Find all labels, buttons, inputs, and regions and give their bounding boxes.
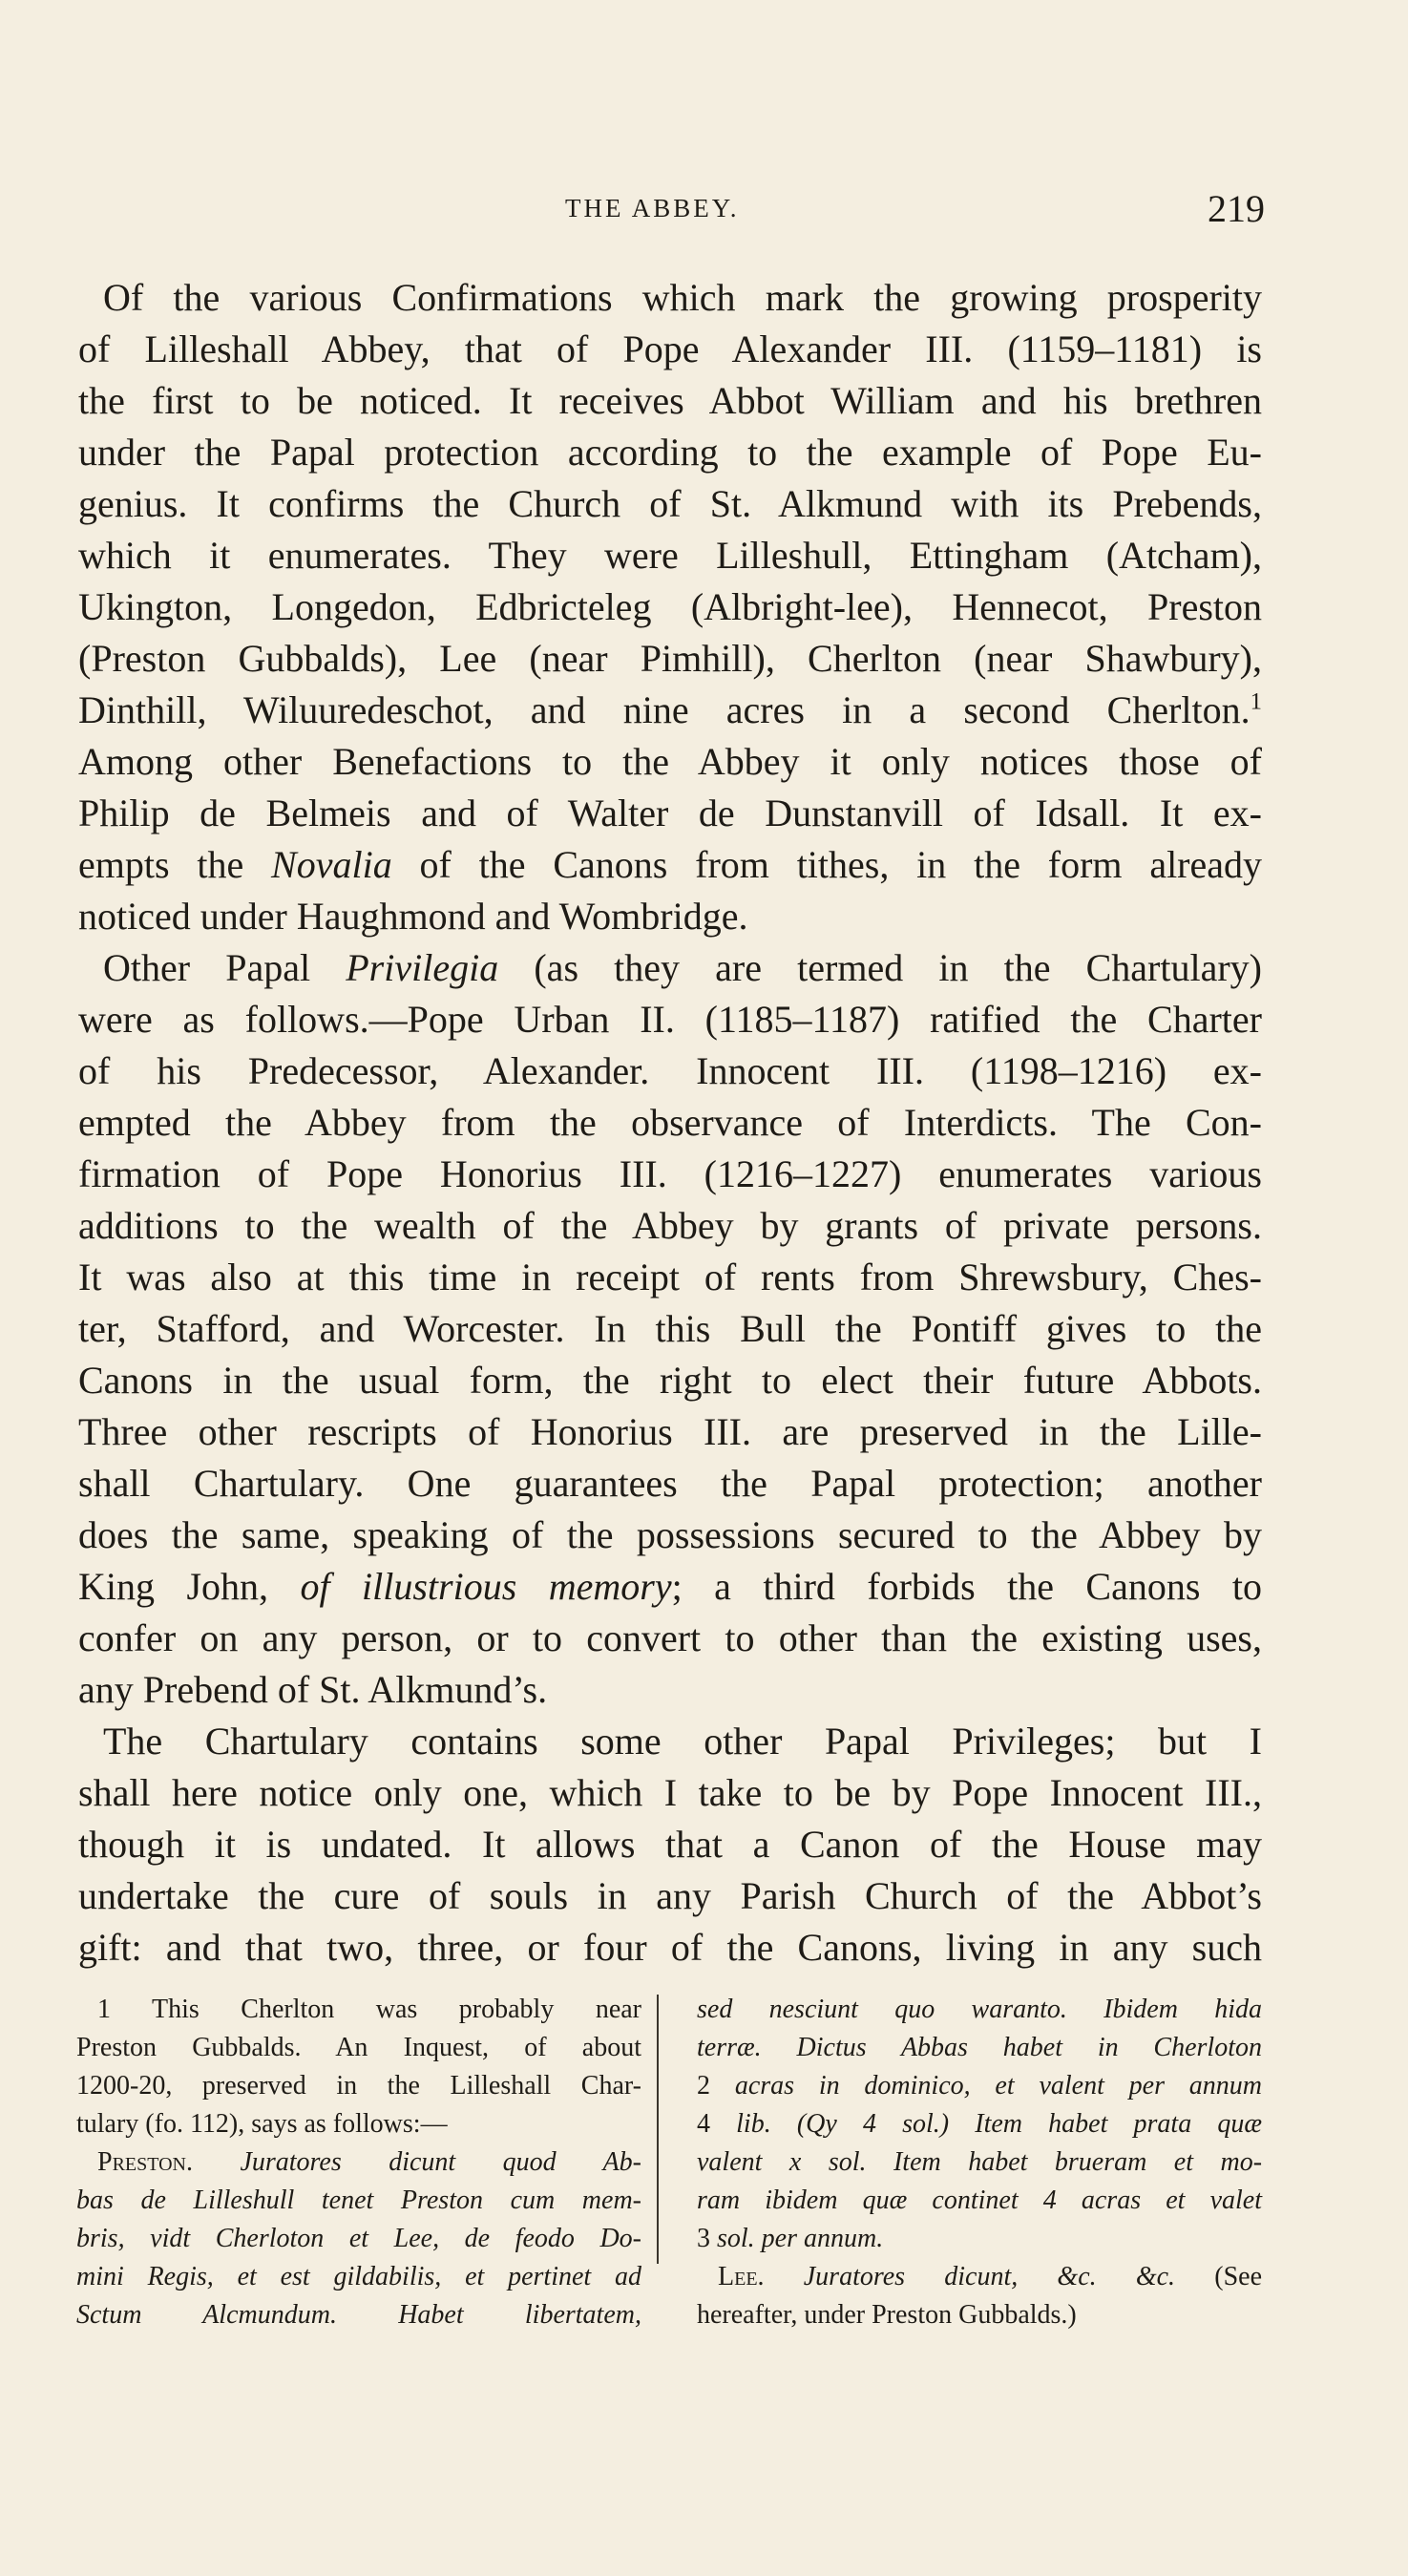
footnote-line: Sctum Alcmundum. Habet libertatem, — [76, 2300, 641, 2330]
text-line: were as follows.—Pope Urban II. (1185–1187) ratified the Charter — [78, 998, 1262, 1041]
text-line: Three other rescripts of Honorius III. are preserved in the Lille- — [78, 1410, 1262, 1453]
footnote-line: 1 This Cherlton was probably near — [97, 1995, 641, 2024]
text-line: which it enumerates. They were Lilleshull, Ettingham (Atcham), — [78, 534, 1262, 577]
text-line: The Chartulary contains some other Papal Privileges; but I — [103, 1720, 1262, 1763]
footnote-line: hereafter, under Preston Gubbalds.) — [697, 2300, 1077, 2330]
footnote-line: valent x sol. Item habet brueram et mo- — [697, 2147, 1263, 2177]
text-line: noticed under Haughmond and Wombridge. — [78, 895, 748, 938]
footnote-column-left — [76, 1991, 641, 2334]
footnotes — [76, 1991, 1265, 2330]
footnote-line: terræ. Dictus Abbas habet in Cherloton — [697, 2033, 1262, 2062]
text-line: confer on any person, or to convert to other than the existing uses, — [78, 1616, 1262, 1659]
text-line: additions to the wealth of the Abbey by grants of private persons. — [78, 1204, 1262, 1247]
main-text — [78, 272, 1262, 1974]
text-line: shall Chartulary. One guarantees the Papal protection; another — [78, 1462, 1262, 1505]
footnote-line: sed nesciunt quo waranto. Ibidem hida — [697, 1995, 1262, 2024]
text-line: gift: and that two, three, or four of the Canons, living in any such — [78, 1926, 1262, 1969]
text-line: ter, Stafford, and Worcester. In this Bull the Pontiff gives to the — [78, 1307, 1262, 1350]
place-name: Preston. — [97, 2147, 193, 2177]
text-line: Canons in the usual form, the right to elect their future Abbots. — [78, 1359, 1262, 1402]
text-line: though it is undated. It allows that a Canon of the House may — [78, 1823, 1262, 1866]
footnote-line: mini Regis, et est gildabilis, et pertinet ad — [76, 2262, 641, 2291]
column-divider — [657, 1995, 659, 2264]
running-title: THE ABBEY. — [565, 194, 740, 222]
text-line: under the Papal protection according to the example of Pope Eu- — [78, 431, 1262, 474]
footnote-line: 3 sol. per annum. — [697, 2224, 884, 2253]
text-line: any Prebend of St. Alkmund’s. — [78, 1668, 548, 1711]
footnote-line: bas de Lilleshull tenet Preston cum mem- — [76, 2185, 641, 2215]
text-line: (Preston Gubbalds), Lee (near Pimhill), Cherlton (near Shawbury), — [78, 637, 1262, 680]
footnote-column-right — [697, 1991, 1262, 2334]
footnote-line: 1200-20, preserved in the Lilleshall Char- — [76, 2071, 641, 2101]
text-line: Ukington, Longedon, Edbricteleg (Albright-lee), Hennecot, Preston — [78, 585, 1262, 628]
footnote-line: bris, vidt Cherloton et Lee, de feodo Do- — [76, 2224, 641, 2253]
italic-term: Novalia — [271, 843, 392, 886]
italic-term: of illustrious memory — [300, 1565, 672, 1608]
text-line: King John, of illustrious memory; a third forbids the Canons to — [78, 1565, 1262, 1608]
text-line: Dinthill, Wiluuredeschot, and nine acres in a second Cherlton.$^1$ — [78, 688, 1262, 731]
footnote-ref: 1 — [1250, 688, 1262, 715]
footnote-line: Preston. Juratores dicunt quod Ab- — [97, 2147, 641, 2177]
text-line: does the same, speaking of the possessions secured to the Abbey by — [78, 1513, 1262, 1556]
text-line: of Lilleshall Abbey, that of Pope Alexander III. (1159–1181) is — [78, 327, 1262, 370]
text-line: shall here notice only one, which I take to be by Pope Innocent III., — [78, 1771, 1262, 1814]
text-line: genius. It confirms the Church of St. Alkmund with its Prebends, — [78, 482, 1262, 525]
footnote-line: Preston Gubbalds. An Inquest, of about — [76, 2033, 641, 2062]
footnote-line: 4 lib. (Qy 4 sol.) Item habet prata quæ — [697, 2109, 1263, 2139]
place-name: Lee. — [718, 2262, 765, 2291]
text-line: It was also at this time in receipt of rents from Shrewsbury, Ches- — [78, 1256, 1262, 1299]
footnote-line: tulary (fo. 112), says as follows:— — [76, 2109, 448, 2139]
italic-term: Privilegia — [346, 946, 499, 989]
footnote-line: ram ibidem quæ continet 4 acras et valet — [697, 2185, 1262, 2215]
text-line: Among other Benefactions to the Abbey it only notices those of — [78, 740, 1262, 783]
running-head — [78, 186, 1265, 234]
footnote-line: Lee. Juratores dicunt, &c. &c. (See — [718, 2262, 1263, 2291]
text-line: firmation of Pope Honorius III. (1216–1227) enumerates various — [78, 1152, 1262, 1195]
text-line: of his Predecessor, Alexander. Innocent III. (1198–1216) ex- — [78, 1049, 1262, 1092]
text-line: Philip de Belmeis and of Walter de Dunstanvill of Idsall. It ex- — [78, 792, 1262, 834]
text-line: empts the Novalia of the Canons from tithes, in the form already — [78, 843, 1263, 886]
text-line: undertake the cure of souls in any Parish Church of the Abbot’s — [78, 1874, 1262, 1917]
text-line: the first to be noticed. It receives Abbot William and his brethren — [78, 379, 1262, 422]
text-line: Of the various Confirmations which mark the growing prosperity — [103, 276, 1262, 319]
text-line: Other Papal Privilegia (as they are termed in the Chartulary) — [103, 946, 1262, 989]
page-number: 219 — [1208, 187, 1265, 230]
footnote-line: 2 acras in dominico, et valent per annum — [697, 2071, 1263, 2101]
text-line: empted the Abbey from the observance of Interdicts. The Con- — [78, 1101, 1262, 1144]
